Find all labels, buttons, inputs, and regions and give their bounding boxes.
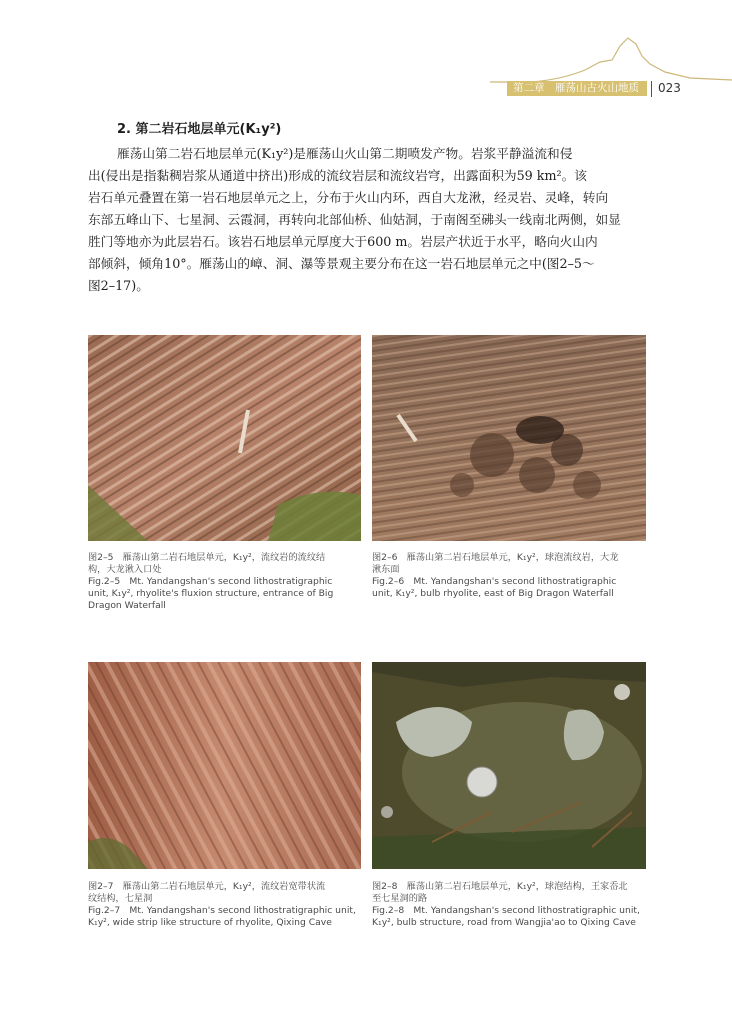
paragraph-line: 雁荡山第二岩石地层单元(K₁y²)是雁荡山火山第二期喷发产物。岩浆平静溢流和侵 bbox=[117, 146, 573, 161]
caption-en-line: K₁y², wide strip like structure of rhyolite, Qixing Cave bbox=[88, 917, 332, 928]
paragraph-line: 部倾斜，倾角10°。雁荡山的嶂、洞、瀑等景观主要分布在这一岩石地层单元之中(图2–5～ bbox=[88, 256, 595, 271]
page-number: 023 bbox=[658, 81, 681, 95]
header-divider bbox=[651, 81, 652, 97]
chapter-header-bar bbox=[507, 81, 647, 96]
paragraph-line: 胜门等地亦为此层岩石。该岩石地层单元厚度大于600 m。岩层产状近于水平，略向火山内 bbox=[88, 234, 598, 249]
caption-en-line: Fig.2–6 Mt. Yandangshan's second lithostratigraphic bbox=[372, 576, 617, 587]
caption-cn-line: 湫东面 bbox=[372, 564, 400, 575]
section-heading: 2. 第二岩石地层单元(K₁y²) bbox=[117, 122, 282, 137]
caption-en-line: Fig.2–7 Mt. Yandangshan's second lithostratigraphic unit, bbox=[88, 905, 356, 916]
caption-en-line: unit, K₁y², bulb rhyolite, east of Big Dragon Waterfall bbox=[372, 588, 614, 599]
caption-cn-line: 构，大龙湫入口处 bbox=[88, 564, 162, 575]
paragraph-line: 出(侵出是指黏稠岩浆从通道中挤出)形成的流纹岩层和流纹岩穹，出露面积为59 km²。该 bbox=[88, 168, 587, 183]
photo-fig-2-5 bbox=[88, 335, 361, 541]
caption-en-line: K₁y², bulb structure, road from Wangjia'ao to Qixing Cave bbox=[372, 917, 636, 928]
caption-en-line: Fig.2–8 Mt. Yandangshan's second lithostratigraphic unit, bbox=[372, 905, 640, 916]
photo-fig-2-7 bbox=[88, 662, 361, 869]
caption-cn-line: 图2–7 雁荡山第二岩石地层单元，K₁y²，流纹岩宽带状流 bbox=[88, 881, 326, 892]
photo-fig-2-8 bbox=[372, 662, 646, 869]
caption-cn-line: 纹结构，七星洞 bbox=[88, 893, 153, 904]
caption-fig-2-8 bbox=[372, 881, 652, 929]
chapter-label: 第二章 bbox=[513, 82, 545, 94]
caption-fig-2-6 bbox=[372, 552, 648, 600]
paragraph-line: 图2–17)。 bbox=[88, 278, 149, 293]
paragraph-line: 岩石单元叠置在第一岩石地层单元之上，分布于火山内环，西自大龙湫，经灵岩、灵峰，转向 bbox=[88, 190, 609, 205]
caption-fig-2-7 bbox=[88, 881, 364, 929]
paragraph-line: 东部五峰山下、七星洞、云霞洞，再转向北部仙桥、仙姑洞，于南阁至砩头一线南北两侧，如显 bbox=[88, 212, 621, 227]
caption-en-line: Dragon Waterfall bbox=[88, 600, 166, 611]
caption-en-line: unit, K₁y², rhyolite's fluxion structure, entrance of Big bbox=[88, 588, 334, 599]
caption-cn-line: 图2–8 雁荡山第二岩石地层单元，K₁y²，球泡结构，王家岙北 bbox=[372, 881, 628, 892]
chapter-title: 雁荡山古火山地质 bbox=[555, 82, 639, 94]
photo-fig-2-6 bbox=[372, 335, 646, 541]
caption-en-line: Fig.2–5 Mt. Yandangshan's second lithostratigraphic bbox=[88, 576, 333, 587]
caption-fig-2-5 bbox=[88, 552, 364, 612]
caption-cn-line: 图2–5 雁荡山第二岩石地层单元，K₁y²，流纹岩的流纹结 bbox=[88, 552, 326, 563]
caption-cn-line: 至七星洞的路 bbox=[372, 893, 428, 904]
caption-cn-line: 图2–6 雁荡山第二岩石地层单元，K₁y²，球泡流纹岩，大龙 bbox=[372, 552, 619, 563]
